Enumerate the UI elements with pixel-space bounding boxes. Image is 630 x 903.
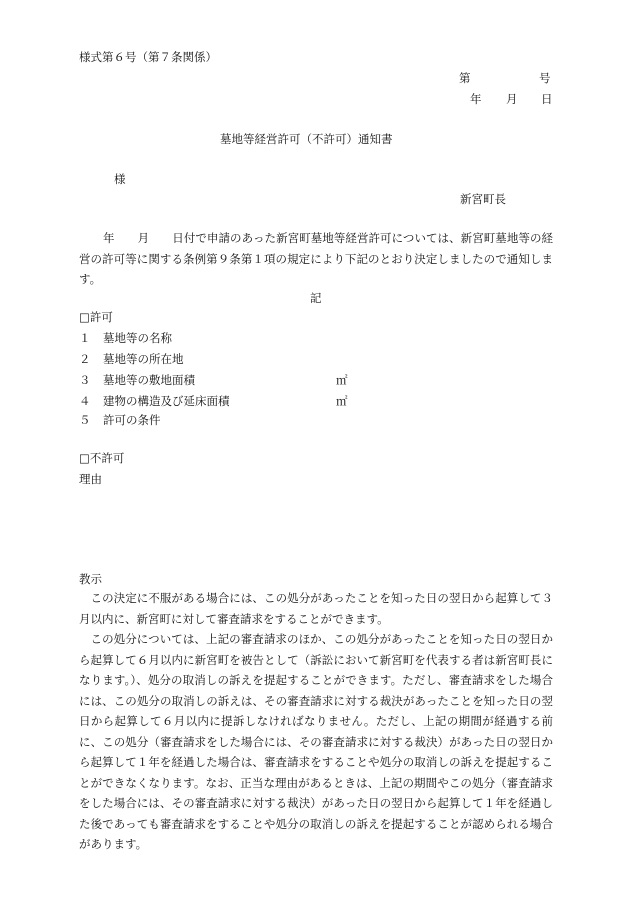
area-unit: ㎡ [336, 373, 348, 387]
document-title: 墓地等経営許可（不許可）通知書 [220, 132, 393, 146]
notice-paragraph-1: この決定に不服がある場合には、この処分があったことを知った日の翌日から起算して３月以内に、新宮町に対して審査請求をすることができます。 [79, 591, 553, 626]
permit-item-number: １ [79, 331, 91, 345]
form-label: 様式第６号（第７条関係） [79, 50, 217, 64]
denial-heading: □不許可 [79, 451, 125, 465]
addressee-suffix: 様 [114, 172, 126, 186]
permit-item [79, 330, 172, 346]
permit-item-label: 墓地等の名称 [103, 331, 172, 345]
ki-marker: 記 [310, 291, 322, 305]
permit-item-label: 墓地等の敷地面積 [103, 373, 195, 387]
permit-item-number: ３ [79, 373, 91, 387]
permit-item-number: ２ [79, 352, 91, 366]
permit-item-number: ４ [79, 394, 91, 408]
intro-paragraph: 年 月 日付で申請のあった新宮町墓地等経営許可については、新宮町墓地等の経営の許可等に関する条例第９条第１項の規定により下記のとおり決定しましたので通知します。 [79, 231, 553, 286]
document-number-prefix: 第 [459, 71, 471, 85]
permit-heading: □許可 [79, 310, 113, 324]
issuer: 新宮町長 [460, 192, 506, 206]
permit-item-label: 墓地等の所在地 [103, 352, 184, 366]
permit-item [79, 351, 184, 367]
notice-heading: 教示 [79, 572, 102, 586]
permit-item-number: ５ [79, 413, 91, 427]
permit-item-label: 許可の条件 [103, 413, 161, 427]
document-number-suffix: 号 [539, 71, 551, 85]
date-day: 日 [541, 92, 553, 106]
permit-item [79, 372, 195, 388]
floor-area-unit: ㎡ [336, 394, 348, 408]
date-year: 年 [470, 92, 482, 106]
notice-paragraph-2: この処分については、上記の審査請求のほか、この処分があったことを知った日の翌日から起算して６月以内に新宮町を被告として（訴訟において新宮町を代表する者は新宮町長になります。）、処分の取消しの訴えを提起することができます。ただし、審査請求をした場合には、この処分の取消しの訴えは、その審査請求に対する裁決があったことを知った日の翌日から起算して６月以内に提訴しなければなりません。ただし、上記の期間が経過する前に、この処分（審査請求をした場合には、その審査請求に対する裁決）があった日の翌日から起算して１年を経過した場合は、審査請求をすることや処分の取消しの訴えを提起することができなくなります。なお、正当な理由があるときは、上記の期間やこの処分（審査請求をした場合には、その審査請求に対する裁決）があった日の翌日から起算して１年を経過した後であっても審査請求をすることや処分の取消しの訴えを提起することが認められる場合があります。 [79, 632, 553, 851]
denial-reason-label: 理由 [79, 472, 102, 486]
permit-item [79, 412, 161, 428]
date-month: 月 [506, 92, 518, 106]
permit-item-label: 建物の構造及び延床面積 [103, 394, 230, 408]
permit-item [79, 393, 230, 409]
